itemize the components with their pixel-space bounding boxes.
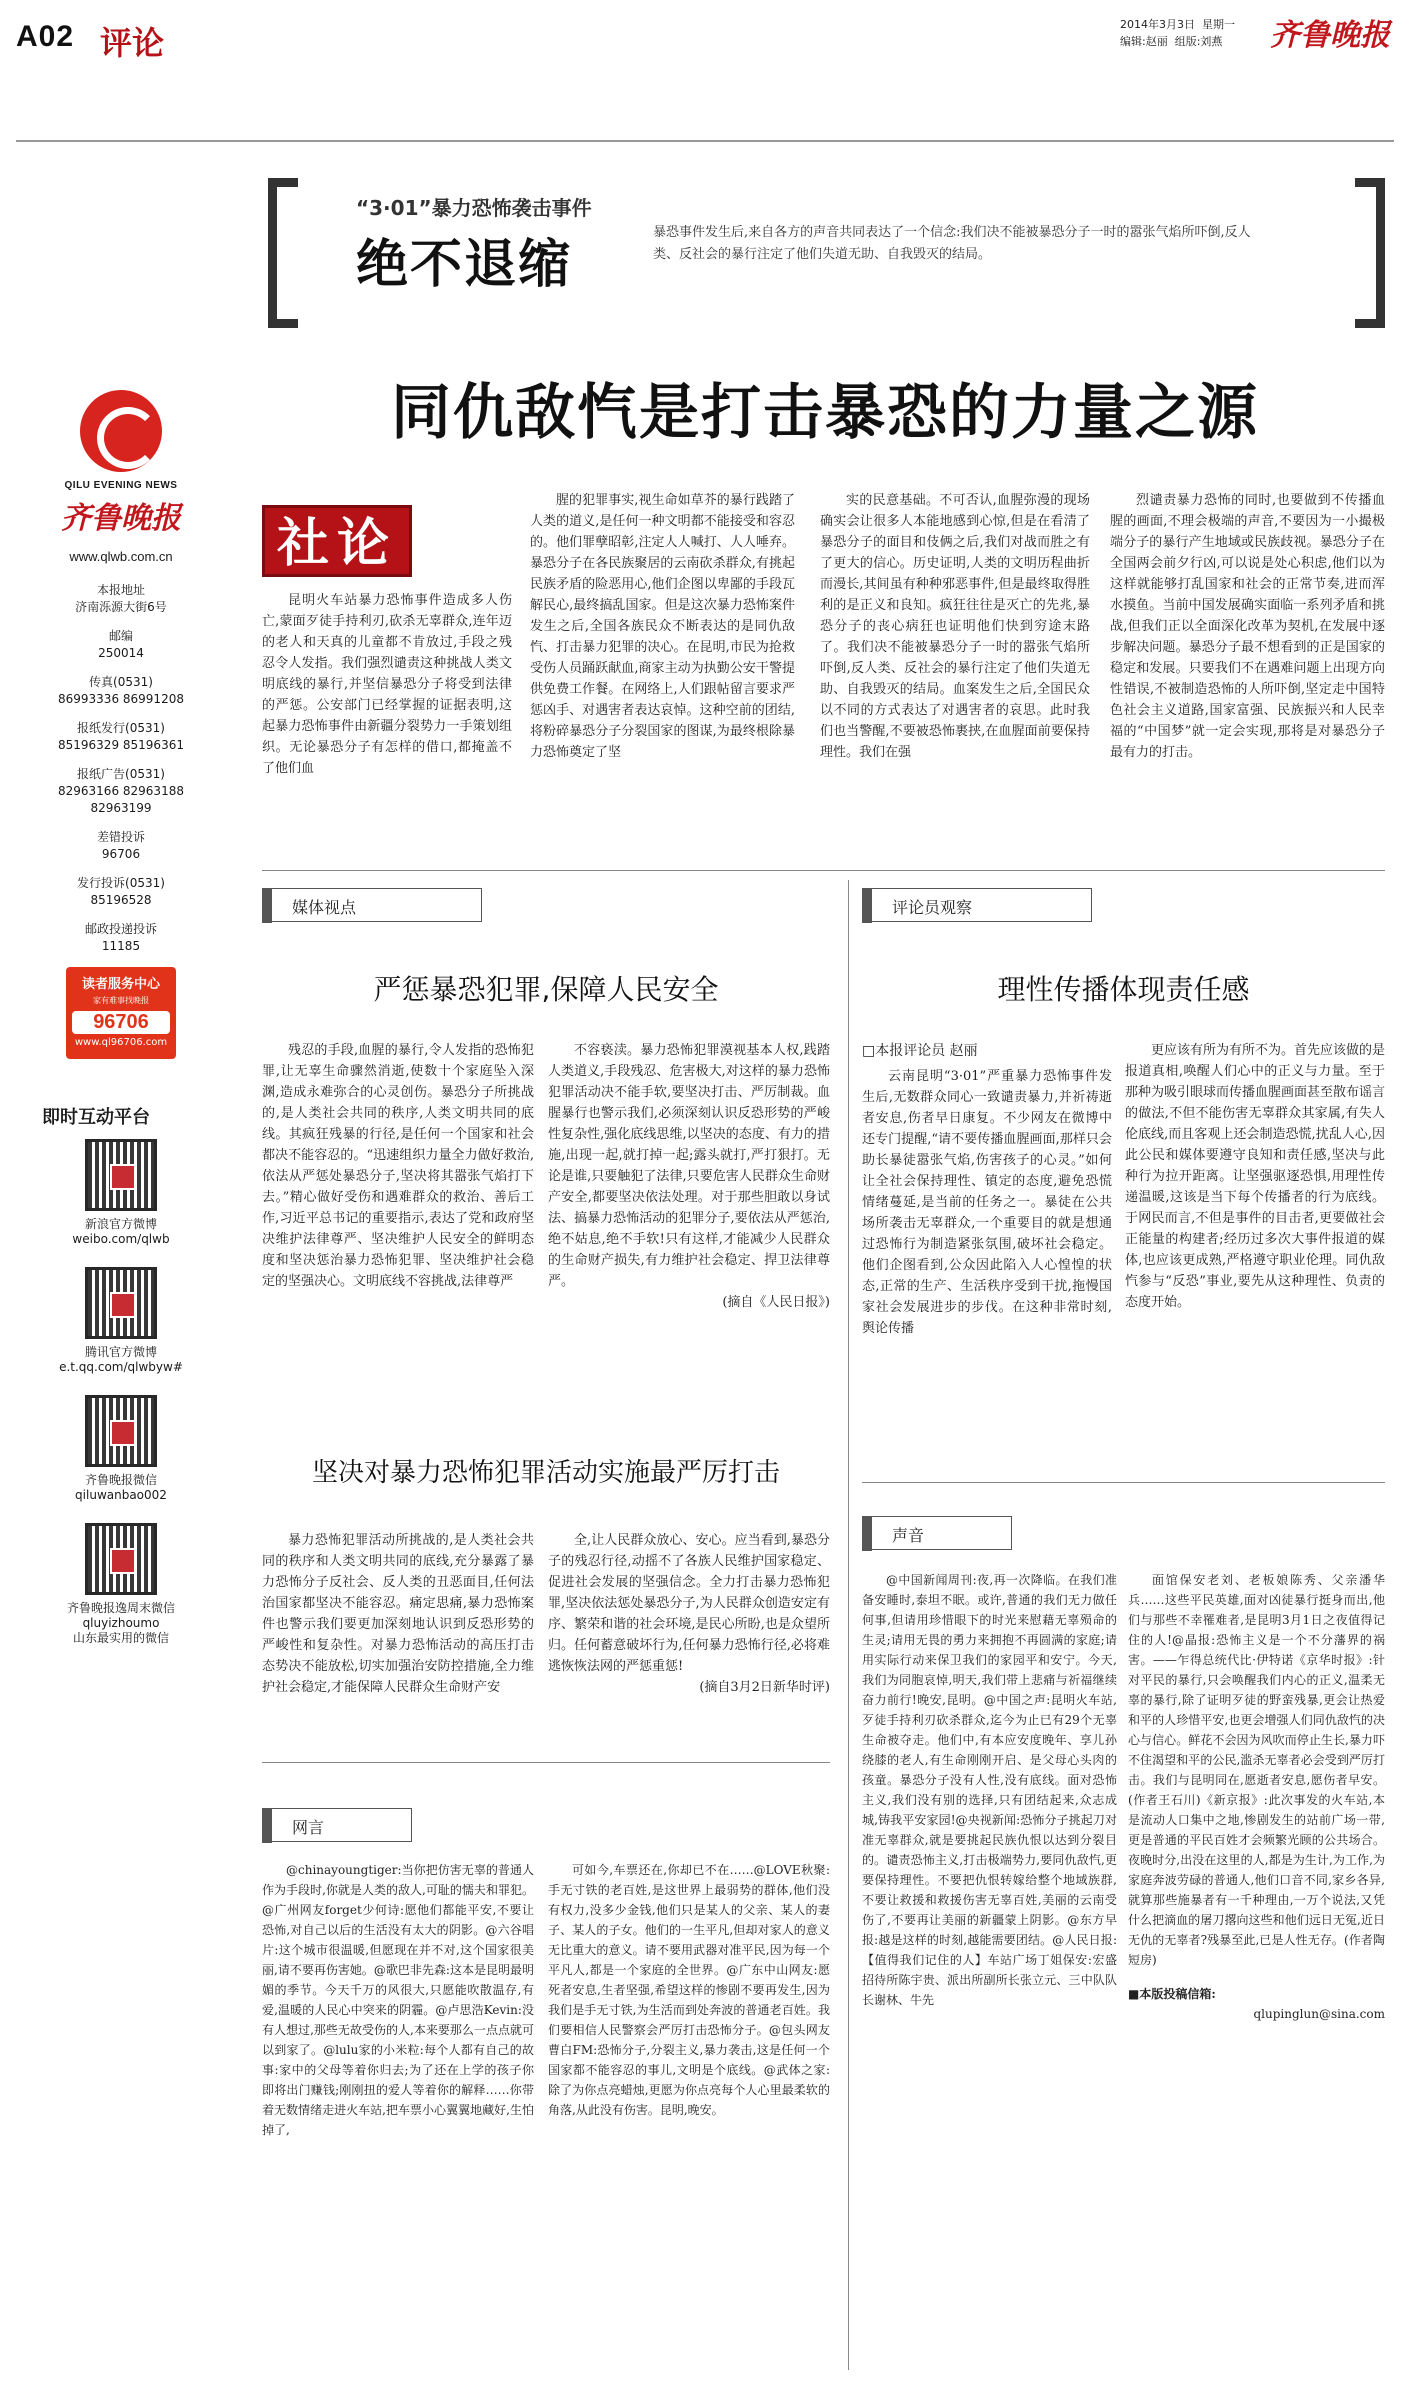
sidebar-url[interactable]: www.qlwb.com.cn xyxy=(69,549,173,564)
distribution-block: 报纸发行(0531) 85196329 85196361 xyxy=(58,721,184,752)
error-report-block: 差错投诉 96706 xyxy=(96,830,145,861)
main-headline: 同仇敌忾是打击暴恐的力量之源 xyxy=(391,378,1259,448)
commentator-col-2: 更应该有所为有所不为。首先应该做的是报道真相,唤醒人们心中的正义与力量。至于那种为吸引眼球而传播血腥画面甚至散布谣言的做法,不但不能伤害无辜群众其家属,有失人伦底线,而且客观上还会制造恐慌,扰乱人心,因此公民和媒体要遵守良知和责任感,坚决与此种行为拉开距离。让坚强驱逐恐惧,用理性传递温暖,这该是当下每个传播者的行为底线。于网民而言,不但是事件的目击者,更要做社会正能量的构建者;经历过多次大事件报道的媒体,也应该更成熟,严格遵守职业伦理。同仇敌忾参与“反恐”事业,要先从这种理性、负责的态度开始。 xyxy=(1125,1043,1386,1310)
netizens-col-2: 可如今,车票还在,你却已不在……@LOVE秋聚:手无寸铁的老百姓,是这世界上最弱势的群体,他们没有权力,没多少金钱,他们只是某人的父亲、某人的妻子、某人的子女。他们的一生平凡,但却对家人的意义无比重大的意义。请不要用武器对准平民,因为每一个平凡人,都是一个家庭的全世界。@广东中山网友:愿死者安息,生者坚强,希望这样的惨剧不要再发生,因为我们是手无寸铁,为生活而到处奔波的普通老百姓。我们要相信人民警察会严厉打击恐怖分子。@包头网友曹白FM:恐怖分子,分裂主义,暴力袭击,这是任何一个国家都不能容忍的事儿,文明是个底线。@武体之家:除了为你点亮蜡烛,更愿为你点亮每个人心里最柔软的角落,从此没有伤害。昆明,晚安。 xyxy=(548,1863,830,2117)
submission-note: ■本版投稿信箱: qlupinglun@sina.com xyxy=(1128,1984,1385,2024)
submission-email[interactable]: qlupinglun@sina.com xyxy=(1253,2007,1385,2021)
postcode-block: 邮编 250014 xyxy=(98,629,144,660)
ad-block: 报纸广告(0531) 82963166 82963188 82963199 xyxy=(58,767,184,815)
header-meta xyxy=(1120,16,1235,50)
editorial-col-1: 昆明火车站暴力恐怖事件造成多人伤亡,蒙面歹徒手持利刃,砍杀无辜群众,连年迈的老人和天真的儿童都不肯放过,手段之残忍令人发指。我们强烈谴责这种挑战人类文明底线的暴行,并坚信暴恐分子将受到法律的严惩。公安部门已经掌握的证据表明,这起暴力恐怖事件由新疆分裂势力一手策划组织。无论暴恐分子有怎样的借口,都掩盖不了他们血 xyxy=(262,593,512,776)
topic-bracket-left xyxy=(268,178,298,328)
qr-label: 新浪官方微博 weibo.com/qlwb xyxy=(72,1217,170,1246)
issue-date: 2014年3月3日 xyxy=(1120,18,1195,31)
qr-code-icon[interactable] xyxy=(85,1523,157,1595)
media-article-1-title: 严惩暴恐犯罪,保障人民安全 xyxy=(373,973,719,1006)
topic-description: 暴恐事件发生后,来自各方的声音共同表达了一个信念:我们决不能被暴恐分子一时的嚣张气焰所吓倒,反人类、反社会的暴行注定了他们失道无助、自我毁灭的结局。 xyxy=(653,225,1251,262)
commentator-col-1: 云南昆明“3·01”严重暴力恐怖事件发生后,无数群众同心一致谴责暴力,并祈祷逝者安息,伤者早日康复。不少网友在微博中还专门提醒,“请不要传播血腥画面,那样只会助长暴徒嚣张气焰,伤害孩子的心灵。”如何让全社会保持理性、镇定的态度,避免恐慌情绪蔓延,是当前的任务之一。暴徒在公共场所袭击无辜群众,一个重要目的就是想通过恐怖行为制造紧张氛围,破坏社会稳定。他们企图看到,公众因此陷入人心惶惶的状态,正常的生产、生活秩序受到干扰,拖慢国家社会发展进步的步伐。在这种非常时刻,舆论传播 xyxy=(862,1069,1112,1336)
commentator-byline: □本报评论员 赵丽 xyxy=(862,1043,978,1059)
qr-code-icon[interactable] xyxy=(85,1395,157,1467)
issue-complaint-block: 发行投诉(0531) 85196528 xyxy=(77,876,165,907)
editorial-label: 社论 xyxy=(262,505,412,577)
post-complaint-block: 邮政投递投诉 11185 xyxy=(84,922,157,953)
sidebar-en-name: QILU EVENING NEWS xyxy=(64,480,178,491)
section-title: 评论 xyxy=(100,24,165,62)
sidebar-brand: 齐鲁晚报 xyxy=(61,501,181,536)
qr-label: 齐鲁晚报逸周末微信 qluyizhoumo 山东最实用的微信 xyxy=(66,1601,175,1645)
media-article-1-col-2: 不容亵渎。暴力恐怖犯罪漠视基本人权,践踏人类道义,手段残忍、危害极大,对这样的暴力恐怖犯罪活动决不能手软,要坚决打击、严厉制裁。血腥暴行也警示我们,必须深刻认识反恐形势的严峻性复杂性,强化底线思维,以坚决的态度、有力的措施,出现一起,就打掉一起;露头就打,严打狠打。无论是谁,只要触犯了法律,只要危害人民群众生命财产安全,都要坚决依法处理。对于那些胆敢以身试法、搞暴力恐怖活动的犯罪分子,要依法从严惩治,绝不姑息,绝不手软!只有这样,才能减少人民群众的生命财产损失,有力维护社会稳定、捍卫法律尊严。 (摘自《人民日报》) xyxy=(548,1040,830,1313)
commentator-title: 理性传播体现责任感 xyxy=(997,973,1250,1006)
header-divider xyxy=(16,140,1394,142)
voices-col-2: 面馆保安老刘、老板娘陈秀、父亲潘华兵……这些平民英雄,面对凶徒暴行挺身而出,他们与那些不幸罹难者,是昆明3月1日之夜值得记住的人!@晶报:恐怖主义是一个不分藩界的祸害。——乍得总统代比·伊特诺《京华时报》:针对平民的暴行,只会唤醒我们内心的正义,温柔无辜的暴行,除了证明歹徒的野蛮残暴,更会让热爱和平的人珍惜平安,也更会增强人们同仇敌忾的决心与信心。鲜花不会因为风吹而停止生长,暴力吓不住渴望和平的公民,滥杀无辜者必会受到严厉打击。我们与昆明同在,愿逝者安息,愿伤者早安。(作者王石川)《新京报》:此次事发的火车站,本是流动人口集中之地,惨剧发生的站前广场一带,更是普通的平民百姓才会频繁光顾的公共场合。夜晚时分,出没在这里的人,都是为生计,为工作,为家庭奔波劳碌的普通人,他们口音不同,家乡各异,就算那些施暴者有一千种理由,一万个说法,又凭什么把滴血的屠刀撂向这些和他们远日无冤,近日无仇的无辜者?残暴至此,已是人性无存。(作者陶短房) ■本版投稿信箱: qlupinglun@sina.com xyxy=(1128,1570,1385,2024)
netizens-col-1: @chinayoungtiger:当你把仿害无辜的普通人作为手段时,你就是人类的敌人,可耻的懦夫和罪犯。@广州网友forget少何诗:愿他们都能平安,不要让恐怖,对自己以后的生活没有太大的阴影。@六谷唱片:这个城市很温暖,但愿现在并不对,这个国家很美丽,请不要再伤害她。@歌巴非先森:这本是昆明最明媚的季节。今天千万的风很大,只愿能吹散温存,有爱,温暖的人民心中突来的阴霾。@卢思浩Kevin:没有人想过,那些无故受伤的人,本来要那么一点点就可以到家了。@lulu家的小米粒:每个人都有自己的故事:家中的父母等着你归去;为了还在上学的孩子你即将出门赚钱;刚刚扭的爱人等着你的解释……你带着无数情绪走进火车站,把车票小心翼翼地藏好,生怕掉了, xyxy=(262,1863,534,2137)
reader-service-badge[interactable]: 读者服务中心 家有难事找晚报 96706 www.ql96706.com xyxy=(66,967,176,1059)
section-divider xyxy=(262,1762,830,1763)
voices-col-1: @中国新闻周刊:夜,再一次降临。在我们准备安睡时,泰坦不眠。或许,普通的我们无力做任何事,但请用珍惜眼下的时光来慰藉无辜殒命的生灵;请用无畏的勇力来拥抱不再圆满的家庭;请用实际行动来保卫我们的家园平和安宁。今天,我们为同胞哀悼,明天,我们带上悲痛与祈福继续奋力前行!晚安,昆明。@中国之声:昆明火车站,歹徒手持利刃砍杀群众,迄今为止已有29个无辜生命被夺走。他们中,有本应安度晚年、享儿孙绕膝的老人,有生命刚刚开启、是父母心头肉的孩童。暴恐分子没有人性,没有底线。面对恐怖主义,我们没有别的选择,只有团结起来,众志成城,铸我平安家园!@央视新闻:恐怖分子挑起刀对准无辜群众,就是要挑起民族仇恨以达到分裂目的。谴责恐怖主义,打击极端势力,要同仇敌忾,更要保持理性。不要把仇恨转嫁给整个地域族群,不要让救援和救援伤害无辜百姓,美丽的云南受伤了,不要再让美丽的新疆蒙上阴影。@东方早报:越是这样的时刻,越能需要团结。@人民日报:【值得我们记住的人】车站广场丁姐保安:宏盛招待所陈宇贵、派出所副所长张立元、三中队队长谢林、牛先 xyxy=(862,1573,1117,2007)
qr-code-icon[interactable] xyxy=(85,1267,157,1339)
header-brand-logo: 齐鲁晚报 xyxy=(1270,18,1390,53)
tab-commentator: 评论员观察 xyxy=(862,888,1092,922)
fax-block: 传真(0531) 86993336 86991208 xyxy=(58,675,184,706)
address-block: 本报地址 济南泺源大街6号 xyxy=(75,583,167,614)
topic-title: 绝不退缩 xyxy=(356,235,573,295)
issue-weekday: 星期一 xyxy=(1202,18,1235,31)
newspaper-logo-icon xyxy=(80,390,162,472)
designer: 组版:刘燕 xyxy=(1174,35,1223,48)
section-divider xyxy=(862,1482,1385,1483)
tab-media-viewpoint: 媒体视点 xyxy=(262,888,482,922)
media-article-2-title: 坚决对暴力恐怖犯罪活动实施最严厉打击 xyxy=(311,1458,780,1488)
editorial-col-4: 烈谴责暴力恐怖的同时,也要做到不传播血腥的画面,不理会极端的声音,不要因为一小撮极端分子的暴行产生地域或民族歧视。暴恐分子在全国两会前夕行凶,可以说是处心积虑,他们以为这样就能够打乱国家和社会的正常节奏,进而浑水摸鱼。当前中国发展确实面临一系列矛盾和挑战,但我们正以全面深化改革为契机,在发展中逐步解决问题。暴恐分子最不想看到的正是国家的稳定和发展。只要我们不在遇难问题上出现方向性错误,不被制造恐怖的人所吓倒,坚定走中国特色社会主义道路,国家富强、民族振兴和人民幸福的“中国梦”就一定会实现,那将是对暴恐分子最有力的打击。 xyxy=(1110,493,1385,760)
media-article-2-col-2: 全,让人民群众放心、安心。应当看到,暴恐分子的残忍行径,动摇不了各族人民维护国家稳定、促进社会发展的坚强信念。全力打击暴力恐怖犯罪,坚决依法惩处暴恐分子,为人民群众创造安定有序、繁荣和谐的社会环境,是民心所盼,也是众望所归。任何蓄意破坏行为,任何暴力恐怖行径,必将难逃恢恢法网的严惩重惩! (摘自3月2日新华时评) xyxy=(548,1530,830,1698)
editorial-col-3: 实的民意基础。不可否认,血腥弥漫的现场确实会让很多人本能地感到心惊,但是在看清了暴恐分子的面目和伎俩之后,我们对战而胜之有了更大的信心。历史证明,人类的文明历程曲折而漫长,其间虽有种种邪恶事件,但是最终取得胜利的是正义和良知。疯狂往往是灭亡的先兆,暴恐分子的丧心病狂也证明他们快到穷途末路了。我们决不能被暴恐分子一时的嚣张气焰所吓倒,反人类、反社会的暴行注定了他们失道无助、自我毁灭的结局。血案发生之后,全国民众以不同的方式表达了对遇害者的哀思。此时我们也当警醒,不要被恐怖裹挟,在血腥面前要保持理性。我们在强 xyxy=(820,493,1090,760)
tab-voices: 声音 xyxy=(862,1516,1012,1550)
column-divider xyxy=(848,880,849,2370)
topic-bracket-right xyxy=(1355,178,1385,328)
topic-tag: “3·01”暴力恐怖袭击事件 xyxy=(356,196,592,220)
media-article-2-col-1: 暴力恐怖犯罪活动所挑战的,是人类社会共同的秩序和人类文明共同的底线,充分暴露了暴力恐怖分子反社会、反人类的丑恶面目,任何法治国家都坚决不能容忍。痛定思痛,暴力恐怖案件也警示我们要更加深刻地认识到反恐形势的严峻性和复杂性。对暴力恐怖活动的高压打击态势决不能放松,切实加强治安防控措施,全力维护社会稳定,才能保障人民群众生命财产安 xyxy=(262,1533,534,1695)
media-article-2-source: (摘自3月2日新华时评) xyxy=(699,1680,830,1695)
media-article-1-source: (摘自《人民日报》) xyxy=(722,1295,830,1310)
page-number: A02 xyxy=(16,20,75,53)
qr-code-icon[interactable] xyxy=(85,1139,157,1211)
qr-label: 齐鲁晚报微信 qiluwanbao002 xyxy=(75,1473,167,1502)
section-divider xyxy=(262,870,1385,871)
media-article-1-col-1: 残忍的手段,血腥的暴行,令人发指的恐怖犯罪,让无辜生命骤然消逝,使数十个家庭坠入深渊,造成永难弥合的心灵创伤。暴恐分子所挑战的,是人类社会共同的秩序,人类文明共同的底线。其疯狂残暴的行径,是任何一个国家和社会都决不能容忍的。“迅速组织力量全力做好救治,依法从严惩处暴恐分子,坚决将其嚣张气焰打下去。”精心做好受伤和遇难群众的救治、善后工作,习近平总书记的重要指示,表达了党和政府坚决维护法律尊严、坚决维护人民安全的鲜明态度和坚决惩治暴力恐怖犯罪、坚决维护社会稳定的坚强决心。文明底线不容挑战,法律尊严 xyxy=(262,1043,534,1289)
tab-netizens: 网言 xyxy=(262,1808,412,1842)
interactive-heading: 即时互动平台 xyxy=(42,1107,150,1128)
editorial-col-2: 腥的犯罪事实,视生命如草芥的暴行践踏了人类的道义,是任何一种文明都不能接受和容忍的。他们罪孽昭彰,注定人人喊打、人人唾弃。暴恐分子在各民族聚居的云南砍杀群众,有挑起民族矛盾的险恶用心,他们企图以卑鄙的手段瓦解民心,最终搞乱国家。但是这次暴力恐怖案件发生之后,全国各族民众不断表达的是同仇敌忾、打击暴力犯罪的决心。在昆明,市民为抢救受伤人员踊跃献血,商家主动为执勤公安干警提供免费工作餐。在网络上,人们跟帖留言要求严惩凶手、对遇害者表达哀悼。这种空前的团结,将粉碎暴恐分子分裂国家的图谋,为最终根除暴力恐怖奠定了坚 xyxy=(530,493,795,760)
qr-label: 腾讯官方微博 e.t.qq.com/qlwbyw# xyxy=(59,1345,183,1374)
sidebar xyxy=(16,390,226,1666)
editor: 编辑:赵丽 xyxy=(1120,35,1168,48)
